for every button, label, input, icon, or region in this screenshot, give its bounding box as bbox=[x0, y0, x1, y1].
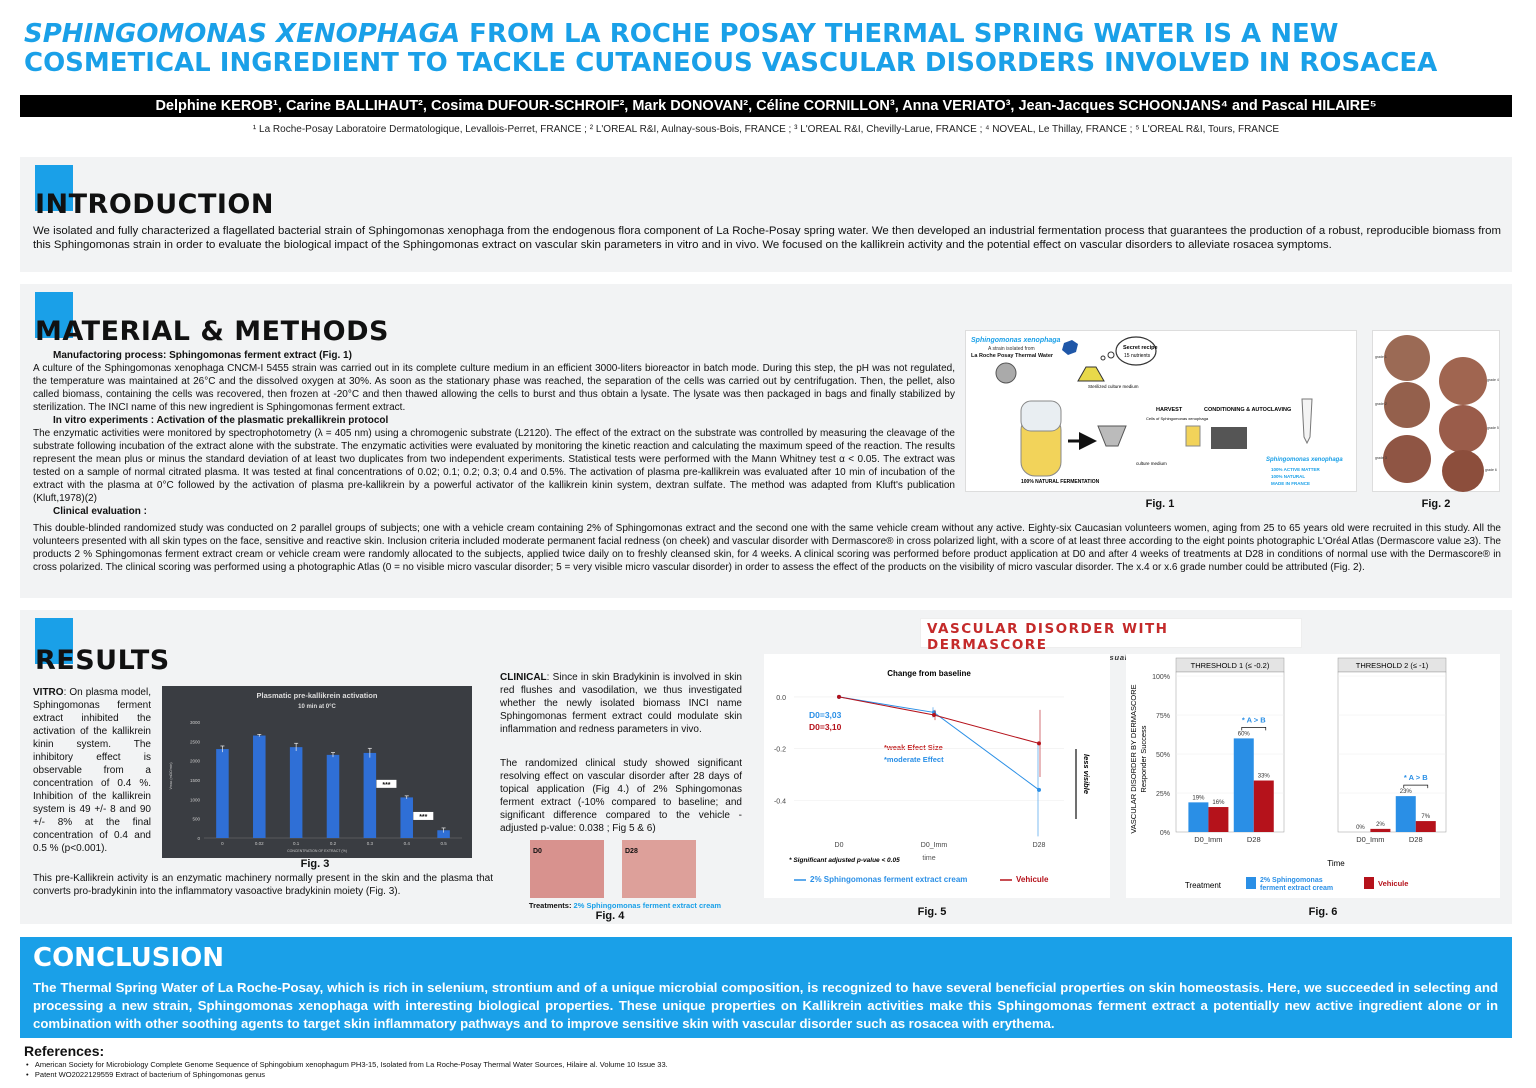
svg-text:grade 4: grade 4 bbox=[1487, 378, 1499, 382]
fig5-ytick: -0.2 bbox=[773, 746, 786, 754]
fig1-label-e: 15 nutrients bbox=[1124, 353, 1151, 359]
fig5-caption: Fig. 5 bbox=[917, 906, 947, 918]
fig1-label-a: Sphingomonas xenophaga bbox=[971, 337, 1061, 344]
fig6-ytick: 25% bbox=[1155, 791, 1170, 798]
fig3-xtick: 0.4 bbox=[403, 841, 410, 846]
results-section bbox=[20, 610, 1512, 924]
poster-title: SPHINGOMONAS XENOPHAGA FROM LA ROCHE POSAY THERMAL SPRING WATER IS A NEW COSMETICAL INGREDIENT TO TACKLE CUTANEOUS VASCULAR DISORDERS INVOLVED IN ROSACEA bbox=[24, 19, 1438, 78]
introduction-text: We isolated and fully characterized a flagellated bacterial strain of Sphingomonas xenophaga from the endogenous flora component of La Roche-Posay spring water. We then developed an industrial fermentation process that guarantees the production of a robust, reproducible biomass from this Sphingomonas strain in order to evaluate the biological impact of the Sphingomonas extract on vascular skin parameters in vitro and in vivo. We focused on the kallikrein activity and the potential effect on vascular disorders to alleviate rosacea symptoms. bbox=[33, 225, 1501, 251]
methods-left-text bbox=[33, 349, 955, 518]
fig6-ytick: 0% bbox=[1159, 830, 1170, 837]
fig1-label-i: CONDITIONING & AUTOCLAVING bbox=[1204, 407, 1292, 413]
svg-text:grade 3: grade 3 bbox=[1375, 456, 1387, 460]
fig5-d0-a: D0=3,03 bbox=[809, 710, 842, 720]
svg-text:ferment extract cream: ferment extract cream bbox=[1260, 885, 1334, 892]
methods-section bbox=[20, 284, 1512, 598]
fig3-xtick: 0.2 bbox=[329, 841, 337, 846]
fig3-bar bbox=[216, 749, 229, 838]
flask-icon bbox=[1078, 367, 1104, 381]
conclusion-section bbox=[20, 937, 1512, 1038]
fig6-bar bbox=[1188, 802, 1208, 832]
atlas-grade-5 bbox=[1439, 405, 1487, 453]
fig5-effect-2: *moderate Effect bbox=[884, 755, 944, 764]
tube-icon bbox=[1302, 399, 1312, 443]
fig1-label-l: Sphingomonas xenophaga bbox=[1266, 457, 1343, 463]
fig3-xtick: 0.5 bbox=[440, 841, 447, 846]
fig3-background bbox=[162, 686, 472, 858]
bullet-clinical: Clinical evaluation : bbox=[53, 506, 147, 517]
paragraph-clinical: This double-blinded randomized study was conducted on 2 parallel groups of subjects; one with a vehicle cream containing 2% of Sphingomonas extract and the second one with the same vehicle cream without any active. Eighty-six Caucasian volunteers women, aging from 25 to 65 years old were recruited in this study. All the volunteers presented with all skin types on the face, sensitive and reactive skin. Inclusion criteria included moderate permanent facial redness (on cheek) and vascular disorder with Dermascore® in cross polarized light, with a score of at least three according to the eight points photographic L'Oréal Atlas (Dermascore value ≥3). The products 2 % Sphingomonas ferment extract cream or vehicle cream were randomly allocated to the subjects, applied twice daily on to freshly cleansed skin, for 4 weeks. A clinical scoring was performed before product application at D0 and after 4 weeks of treatments at D28 in conditions of normal use with the Dermascore® in cross polarized. The clinical scoring was performed using a photographic Atlas (0 = no visible micro vascular disorder; 5 = very visible micro vascular disorder) in order to assess the effect of the products on the visibility of micro vascular disorder. The x.4 or x.6 grade number could be attributed (Fig. 2). bbox=[33, 523, 1501, 573]
fig1-label-o: MADE IN FRANCE bbox=[1271, 481, 1310, 486]
fig3-sig-label: *** bbox=[382, 781, 391, 789]
fig6-xtick: D28 bbox=[1408, 835, 1423, 844]
fig5-ytick: -0.4 bbox=[773, 798, 786, 806]
fig5-note: * Significant adjusted p-value < 0.05 bbox=[789, 857, 900, 864]
thought-bubble bbox=[1116, 337, 1156, 365]
fig1-label-d: Secret recipe bbox=[1123, 345, 1158, 351]
fig1-label-g: HARVEST bbox=[1156, 407, 1183, 413]
fig3-ylabel: Vmax (mDO/min) bbox=[169, 762, 173, 790]
fig6-data-label: 2% bbox=[1376, 821, 1385, 828]
fig1-process-diagram bbox=[965, 330, 1357, 492]
paragraph-in-vitro: The enzymatic activities were monitored by spectrophotometry (λ = 405 nm) using a chromogenic substrate (L2120). The effect of the extract on the substrate was controlled by measuring the cleavage of the substrate following incubation of the extract alone with the substrate. The enzymatic activities were evaluated by monitoring the kinetic reaction and calculating the maximum speed of the reaction. The results represent the mean plus or minus the standard deviation of at least two duplicates from two independent experiments. Statistical tests were performed with the Mann Whitney test α < 0.05. The extract was tested on a sample of normal citrated plasma. It was tested at final concentrations of 0.02; 0.1; 0.2; 0.3; 0.4 and 0.5%. The activation of plasma pre-kallikrein was evaluated after 10 min of incubation of the extract with the plasma at 0°C followed by the activation of plasma pre-kallikrein by a powerful activator of the kallikrein kinin system, dextran sulfate. The method was adapted from Kluft's publication (Kluft,1978)(2) bbox=[33, 428, 955, 504]
fig1-label-h: Cells of Sphingomonas xenophaga bbox=[1146, 416, 1209, 421]
fig3-xtick: 0.1 bbox=[293, 841, 300, 846]
fig4-photo-d28: D28 bbox=[622, 840, 696, 898]
fig6-data-label: 0% bbox=[1356, 825, 1365, 831]
fig6-ylabel: VASCULAR DISORDER BY DERMASCORE bbox=[1129, 684, 1138, 834]
introduction-heading: INTRODUCTION bbox=[35, 189, 274, 220]
fig3-subtitle: 10 min at 0°C bbox=[298, 704, 336, 710]
fig6-data-label: 23% bbox=[1399, 789, 1412, 796]
fig5-point bbox=[837, 695, 841, 699]
fig5-xtick: D28 bbox=[1032, 842, 1046, 849]
centrifuge-icon bbox=[1098, 426, 1126, 446]
svg-text:grade 6: grade 6 bbox=[1485, 468, 1497, 472]
atlas-grade-3 bbox=[1383, 435, 1431, 483]
atlas-grade-6 bbox=[1442, 450, 1484, 492]
atlas-grade-1 bbox=[1384, 335, 1430, 381]
fig6-xtick: D0_Imm bbox=[1356, 835, 1385, 844]
fig1-caption: Fig. 1 bbox=[1145, 498, 1175, 510]
france-map-icon bbox=[1062, 340, 1078, 355]
fig1-label-k: 100% NATURAL FERMENTATION bbox=[1021, 479, 1100, 485]
bullet-manufacturing: Manufactoring process: Sphingomonas ferment extract (Fig. 1) bbox=[53, 350, 352, 361]
fig5-legend-b: Vehicule bbox=[1016, 875, 1049, 884]
fig5-d0-b: D0=3,10 bbox=[809, 722, 842, 732]
fig3-ytick: 2500 bbox=[189, 739, 200, 745]
fig5-xlabel: time bbox=[922, 855, 936, 862]
autoclave-photo bbox=[1211, 427, 1247, 449]
fig3-bar bbox=[400, 797, 413, 838]
fig2-photographic-atlas bbox=[1372, 330, 1500, 492]
fig5-xtick: D0_Imm bbox=[920, 842, 948, 849]
fig6-sig-label: * A > B bbox=[1241, 715, 1266, 725]
fig6-legend-swatch-b bbox=[1364, 877, 1374, 889]
fig1-label-b: A strain isolated from bbox=[988, 346, 1035, 352]
fig3-bar bbox=[253, 736, 266, 838]
references-list bbox=[26, 1060, 668, 1080]
atlas-grade-2 bbox=[1384, 382, 1430, 428]
fig6-xtick: D0_Imm bbox=[1194, 835, 1223, 844]
fig6-bar-chart bbox=[1126, 654, 1500, 898]
fig1-label-j: culture medium bbox=[1136, 461, 1167, 466]
svg-text:grade 5: grade 5 bbox=[1487, 426, 1499, 430]
fig3-caption: Fig. 3 bbox=[300, 858, 330, 870]
microscope-icon bbox=[996, 363, 1016, 383]
fig1-label-n: 100% NATURAL bbox=[1271, 474, 1306, 479]
fig6-legend-title: Treatment bbox=[1184, 881, 1221, 890]
reference-item: • American Society for Microbiology Complete Genome Sequence of Sphingobium xenophagum PH3-15, Isolated from La Roche-Posay Thermal Water Sources, Hilaire al. Volume 10 Issue 33. bbox=[26, 1060, 668, 1069]
fig3-xtick: 0.02 bbox=[254, 841, 264, 846]
fig4-caption: Fig. 4 bbox=[595, 910, 625, 922]
bullet-in-vitro: In vitro experiments : Activation of the plasmatic prekallikrein protocol bbox=[53, 415, 389, 426]
fig5-line-chart bbox=[764, 654, 1110, 898]
fig3-ytick: 0 bbox=[197, 836, 200, 841]
conclusion-text: The Thermal Spring Water of La Roche-Posay, which is rich in selenium, strontium and of a unique microbial composition, is recognized to have several beneficial properties on skin homeostasis. Here, we succeeded in selecting and processing a new strain, Sphingomonas xenophaga with interesting biological properties. These unique properties on Kallikrein activities make this Sphingomonas ferment extract a potentially new active ingredient alone or in combination with other soothing agents to target skin inflammatory pathways and to improve sensitive skin with vascular disorder such as rosacea with erythema. bbox=[33, 980, 1498, 1031]
fig3-xtick: 0.3 bbox=[366, 841, 373, 846]
fig6-bar bbox=[1416, 821, 1436, 832]
fig3-ytick: 1000 bbox=[189, 797, 200, 803]
fig5-ytick: 0.0 bbox=[776, 694, 786, 702]
fig6-data-label: 60% bbox=[1237, 731, 1250, 738]
fig5-less-visible: less visible bbox=[1082, 753, 1091, 795]
fig5-effect-1: *weak Efect Size bbox=[884, 743, 943, 752]
fig5-panel bbox=[764, 654, 1110, 898]
fig5-legend-a: 2% Sphingomonas ferment extract cream bbox=[810, 875, 968, 884]
fig6-ytick: 50% bbox=[1155, 752, 1170, 759]
fig5-series-line bbox=[839, 697, 1039, 744]
fig6-legend-a: 2% Sphingomonas bbox=[1260, 877, 1323, 884]
svg-text:grade 1: grade 1 bbox=[1375, 355, 1387, 359]
atlas-grade-4 bbox=[1439, 357, 1487, 405]
fig2-caption: Fig. 2 bbox=[1421, 498, 1451, 510]
clinical-text: CLINICAL: Since in skin Bradykinin is involved in skin red flushes and vasodilation, we thus investigated whether the newly isolated biomass INCI name Sphingomonas ferment extract could modulate skin inflammation and redness parameters in vivo. bbox=[500, 672, 742, 735]
fig6-sig-label: * A > B bbox=[1403, 773, 1428, 783]
methods-heading: MATERIAL & METHODS bbox=[35, 316, 389, 347]
fig5-point bbox=[1037, 741, 1041, 745]
fig3-xlabel: CONCENTRATION OF EXTRACT (%) bbox=[287, 849, 347, 853]
fig3-bar bbox=[327, 755, 340, 838]
vitro-text: VITRO: On plasma model, Sphingomonas ferment extract inhibited the activation of the kallikrein kinin system. The inhibitory effect is observable from a concentration of 0.4 %. Inhibition of the kallikrein system is 49 +/- 8 and 90 +/- 8% at the final concentration of 0.4 and 0.5 % (p<0.001). bbox=[33, 687, 151, 854]
svg-text:grade 2: grade 2 bbox=[1375, 402, 1387, 406]
fig4-photo-d0: D0 bbox=[530, 840, 604, 898]
fig6-data-label: 33% bbox=[1257, 773, 1270, 780]
vitro-text-2: This pre-Kallikrein activity is an enzymatic machinery normally present in the skin and the plasma that converts pro-bradykinin into the inflammatory vasoactive bradykinin moiety (Fig. 3). bbox=[33, 873, 493, 897]
fig3-ytick: 1500 bbox=[189, 778, 200, 783]
fig3-title: Plasmatic pre-kallikrein activation bbox=[256, 691, 378, 700]
fig5-point bbox=[1037, 788, 1041, 792]
fig6-bar bbox=[1370, 829, 1390, 832]
fig3-bar bbox=[364, 753, 377, 838]
fig6-panel bbox=[1126, 654, 1500, 898]
paragraph-manufacturing: A culture of the Sphingomonas xenophaga CNCM-I 5455 strain was carried out in its complete culture medium in an efficient 3000-liters bioreactor in batch mode. During this step, the pH was not regulated, the temperature was maintained at 26°C and the dissolved oxygen at 30%. As soon as the stationary phase was reached, the separation of the cells was carried out by centrifugation. Then, the pellet, also called biomass, containing the cells was recovered, then frozen at -20°C and then thawed allowing the cells to burst and thus obtain a lysate. The lysate was then packaged in bags and finally stabilized by sterilization. The INCI name of this new ingredient is Sphingomonas ferment extract. bbox=[33, 363, 955, 413]
fig6-data-label: 19% bbox=[1192, 795, 1205, 802]
fig4-treatment: Treatments: 2% Sphingomonas ferment extract cream bbox=[528, 901, 722, 910]
fig1-label-f: Sterilized culture medium bbox=[1088, 384, 1139, 389]
fig6-legend-swatch-a bbox=[1246, 877, 1256, 889]
fig6-panel-frame bbox=[1338, 672, 1446, 832]
fig3-bar bbox=[290, 747, 303, 838]
fig3-sig-label: *** bbox=[419, 813, 428, 821]
fig6-bar bbox=[1208, 807, 1228, 832]
clinical-text-2: The randomized clinical study showed significant resolving effect on vascular disorder after 28 days of topical application (Fig 4.) of 2% Sphingomonas ferment extract (-10% compared to baseline; and significant difference compared to the vehicle - adjusted p-value: 0.038 ; Fig 5 & 6) bbox=[500, 758, 742, 834]
conclusion-heading: CONCLUSION bbox=[33, 943, 225, 973]
fig5-point bbox=[932, 713, 936, 717]
fig5-xtick: D0 bbox=[834, 842, 844, 849]
fig3-xtick: 0 bbox=[221, 841, 224, 846]
fig6-panel-title: THRESHOLD 1 (≤ -0.2) bbox=[1190, 661, 1270, 670]
fig6-data-label: 7% bbox=[1421, 814, 1431, 821]
fig6-bar bbox=[1254, 781, 1274, 832]
fig6-ylabel2: Responder Success bbox=[1139, 725, 1148, 793]
fig5-title: Change from baseline bbox=[887, 669, 971, 678]
fig3-ytick: 3000 bbox=[189, 720, 200, 725]
fig6-ytick: 75% bbox=[1155, 713, 1170, 720]
introduction-section bbox=[20, 157, 1512, 272]
fig6-data-label: 16% bbox=[1212, 800, 1225, 807]
authors-bar: Delphine KEROB¹, Carine BALLIHAUT², Cosima DUFOUR-SCHROIF², Mark DONOVAN², Céline CORNILLON³, Anna VERIATO³, Jean-Jacques SCHOONJANS⁴ and Pascal HILAIRE⁵ bbox=[20, 95, 1512, 117]
fig6-ytick: 100% bbox=[1152, 674, 1170, 681]
fig3-ytick: 500 bbox=[192, 816, 200, 822]
reference-item: • Patent WO2022129559 Extract of bacterium of Sphingomonas genus bbox=[26, 1070, 266, 1079]
fig6-xtick: D28 bbox=[1246, 835, 1261, 844]
fig3-ytick: 2000 bbox=[189, 758, 200, 764]
fig6-xlabel: Time bbox=[1327, 859, 1345, 868]
dermascore-banner: VASCULAR DISORDER WITH DERMASCORE Visual bbox=[920, 618, 1302, 648]
fig1-label-c: La Roche Posay Thermal Water bbox=[971, 353, 1054, 359]
fig6-panel-title: THRESHOLD 2 (≤ -1) bbox=[1355, 661, 1429, 670]
references-heading: References: bbox=[24, 1043, 105, 1059]
affiliations: ¹ La Roche-Posay Laboratoire Dermatologique, Levallois-Perret, FRANCE ; ² L'OREAL R&I, Aulnay-sous-Bois, FRANCE ; ³ L'OREAL R&I, Chevilly-Larue, FRANCE ; ⁴ NOVEAL, Le Thillay, FRANCE ; ⁵ L'OREAL R&I, Tours, FRANCE bbox=[252, 124, 1280, 135]
fig6-caption: Fig. 6 bbox=[1308, 906, 1338, 918]
fig1-label-m: 100% ACTIVE MATTER bbox=[1271, 467, 1320, 472]
fig6-bar bbox=[1396, 796, 1416, 832]
fig6-bar bbox=[1234, 738, 1254, 832]
fig3-bar-chart bbox=[162, 686, 472, 858]
results-heading: RESULTS bbox=[35, 645, 170, 676]
fig6-legend-b: Vehicule bbox=[1378, 879, 1409, 888]
